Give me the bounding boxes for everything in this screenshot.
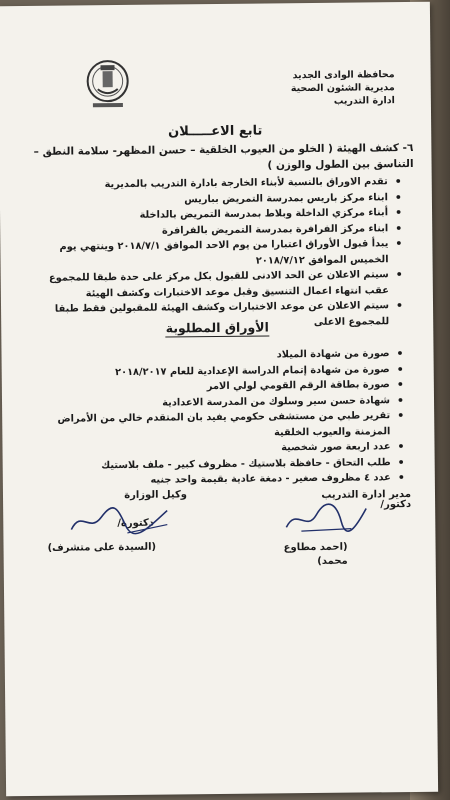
document-page [0,2,438,796]
signature-undersecretary [47,488,188,554]
list-item: • ابناء مركز الفرافرة بمدرسة التمريض بالفرافرة [22,221,402,240]
item-6-body-check: ٦- كشف الهيئة ( الخلو من العيوب الخلقية – حسن المظهر- سلامة النطق – التناسق بين الطول والوزن ) [33,141,414,172]
handwritten-signature [281,496,371,537]
ministry-logo [84,55,131,113]
signature-role: مدير ادارة التدريب [321,488,412,501]
list-item: • عدد اربعة صور شخصية [24,439,404,458]
list-item: • أبناء مركزي الداخلة وبلاط بمدرسة التمريض بالداخلة [22,205,402,224]
signature-training-director [271,488,412,567]
page-title: تابع الاعـــــلان [167,123,263,140]
list-item: • صورة بطاقة الرقم القومي لولي الامر [24,377,404,396]
header-governorate: محافظة الوادى الجديد [292,69,395,82]
list-item: • صورة من شهادة الميلاد [23,346,403,365]
list-item: • عدد ٤ مظروف صغير - دمغة عادية بقيمة واحد جنيه [25,470,405,489]
signature-role: وكيل الوزارة [124,489,188,501]
list-item: • شهادة حسن سير وسلوك من المدرسة الاعدادية [24,393,404,412]
header-department: ادارة التدريب [333,95,395,107]
instructions-list [22,174,404,333]
list-item: • سيتم الاعلان عن الحد الادنى للقبول بكل مركز على حدة طبقا للمجموع عقب انتهاء اعمال التنسيق وقبل موعد الاختبارات وكشف الهيئة [23,267,403,302]
list-item: • ابناء مركز باريس بمدرسة التمريض بباريس [22,190,402,209]
signature-name: (السيدة على متشرف) [47,541,157,554]
list-item: • صورة من شهادة إتمام الدراسة الإعدادية للعام ٢٠١٨/٢٠١٧ [24,362,404,381]
signature-name: (احمد مطاوع محمد) [283,541,348,567]
header-directorate: مديرية الشئون الصحية [290,82,395,95]
required-documents-list [23,346,404,489]
list-item: • يبدأ قبول الأوراق اعتبارا من يوم الاحد الموافق ٢٠١٨/٧/١ وينتهي يوم الخميس الموافق ٢٠١٨/٧/١٢ [22,236,402,271]
signature-doctor-title: دكتور/ [380,498,412,511]
list-item: • تقدم الاوراق بالنسبة لأبناء الخارجة بادارة التدريب بالمديرية [22,174,402,193]
required-documents-heading [1,318,433,338]
handwritten-signature [67,502,177,539]
signature-doctor-title: دكتورة/ [117,517,154,530]
list-item: • سيتم الاعلان عن موعد الاختبارات وكشف الهيئة للمقبولين فقط طبقا للمجموع الاعلى [23,298,403,333]
list-item: • طلب التحاق - حافظة بلاستيك - مظروف كبير - ملف بلاستيك [25,455,405,474]
required-documents-label: الأوراق المطلوبة [165,319,269,336]
header-block [275,68,395,108]
list-item: • تقرير طبي من مستشفى حكومي يفيد بان المتقدم خالي من الأمراض المزمنة والعيوب الخلقية [24,408,404,443]
